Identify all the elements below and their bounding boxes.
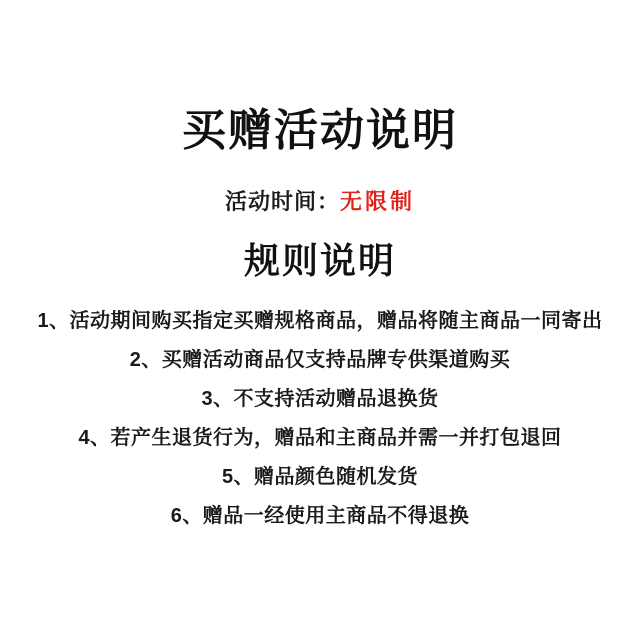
activity-time-label: 活动时间： — [224, 188, 340, 214]
rule-item-3: 3、不支持活动赠品退换货 — [201, 387, 439, 410]
rule-item-2: 2、买赠活动商品仅支持品牌专供渠道购买 — [129, 348, 511, 371]
rule-item-4: 4、若产生退货行为，赠品和主商品并需一并打包退回 — [78, 426, 562, 449]
rule-item-5: 5、赠品颜色随机发货 — [221, 465, 419, 488]
rule-item-1: 1、活动期间购买指定买赠规格商品，赠品将随主商品一同寄出 — [37, 309, 603, 332]
rules-list — [20, 307, 620, 541]
activity-time-line — [225, 185, 415, 216]
rules-section-title: 规则说明 — [243, 239, 396, 281]
activity-time-value: 无限制 — [340, 188, 416, 214]
rule-item-6: 6、赠品一经使用主商品不得退换 — [170, 504, 470, 527]
page-title: 买赠活动说明 — [182, 106, 458, 155]
